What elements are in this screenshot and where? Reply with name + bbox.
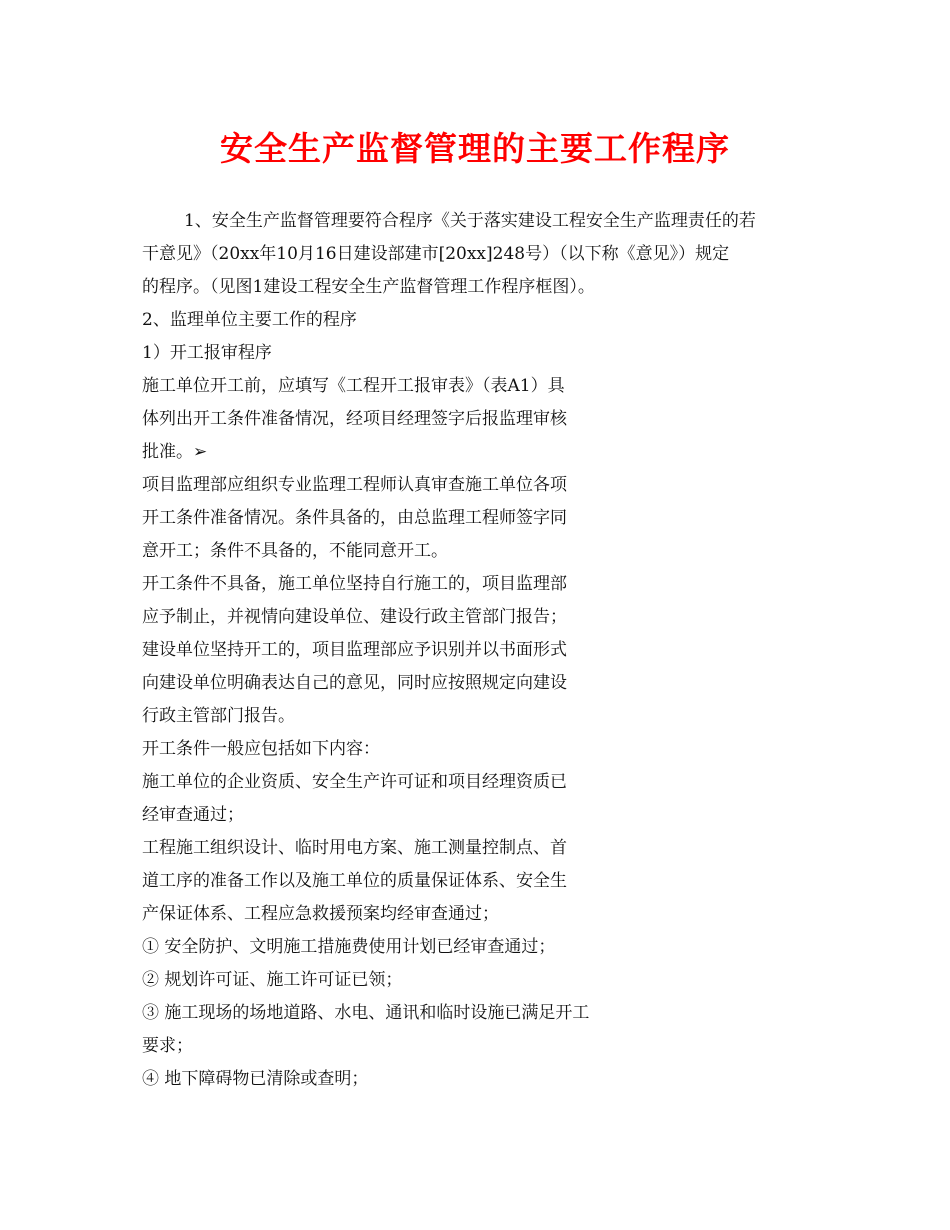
paragraph-line: 体列出开工条件准备情况，经项目经理签字后报监理审核	[142, 409, 567, 429]
paragraph-line: 道工序的准备工作以及施工单位的质量保证体系、安全生	[142, 871, 567, 891]
paragraph-line: 1、安全生产监督管理要符合程序《关于落实建设工程安全生产监理责任的若	[184, 211, 756, 231]
paragraph-line: 开工条件不具备，施工单位坚持自行施工的，项目监理部	[142, 574, 567, 594]
document-body	[142, 205, 812, 1096]
paragraph-line: 开工条件准备情况。条件具备的，由总监理工程师签字同	[142, 508, 567, 528]
paragraph-line: 向建设单位明确表达自己的意见，同时应按照规定向建设	[142, 673, 567, 693]
subsection-heading: 1）开工报审程序	[142, 343, 272, 363]
paragraph-line: 干意见》（20xx年10月16日建设部建市[20xx]248号）（以下称《意见》）规定	[142, 244, 730, 264]
list-item: ② 规划许可证、施工许可证已领；	[142, 970, 403, 990]
paragraph-line: 批准。➢	[142, 442, 208, 462]
section-heading: 2、监理单位主要工作的程序	[142, 310, 357, 330]
paragraph-line: 工程施工组织设计、临时用电方案、施工测量控制点、首	[142, 838, 567, 858]
paragraph-line: 意开工；条件不具备的，不能同意开工。	[142, 541, 448, 561]
paragraph-line: 开工条件一般应包括如下内容：	[142, 739, 380, 759]
list-item: ④ 地下障碍物已清除或查明；	[142, 1069, 369, 1089]
paragraph-line: 施工单位的企业资质、安全生产许可证和项目经理资质已	[142, 772, 567, 792]
paragraph-line: 施工单位开工前，应填写《工程开工报审表》（表A1）具	[142, 376, 565, 396]
paragraph-line: 行政主管部门报告。	[142, 706, 295, 726]
paragraph-line: 建设单位坚持开工的，项目监理部应予识别并以书面形式	[142, 640, 567, 660]
paragraph-line: 的程序。（见图1建设工程安全生产监督管理工作程序框图）。	[142, 277, 595, 297]
list-item: ① 安全防护、文明施工措施费使用计划已经审查通过；	[142, 937, 556, 957]
paragraph-line: 经审查通过；	[142, 805, 244, 825]
document-title: 安全生产监督管理的主要工作程序	[220, 129, 730, 168]
paragraph-line: 项目监理部应组织专业监理工程师认真审查施工单位各项	[142, 475, 567, 495]
paragraph-line: 要求；	[142, 1036, 193, 1056]
list-item: ③ 施工现场的场地道路、水电、通讯和临时设施已满足开工	[142, 1003, 590, 1023]
paragraph-line: 产保证体系、工程应急救援预案均经审查通过；	[142, 904, 499, 924]
paragraph-line: 应予制止，并视情向建设单位、建设行政主管部门报告；	[142, 607, 567, 627]
